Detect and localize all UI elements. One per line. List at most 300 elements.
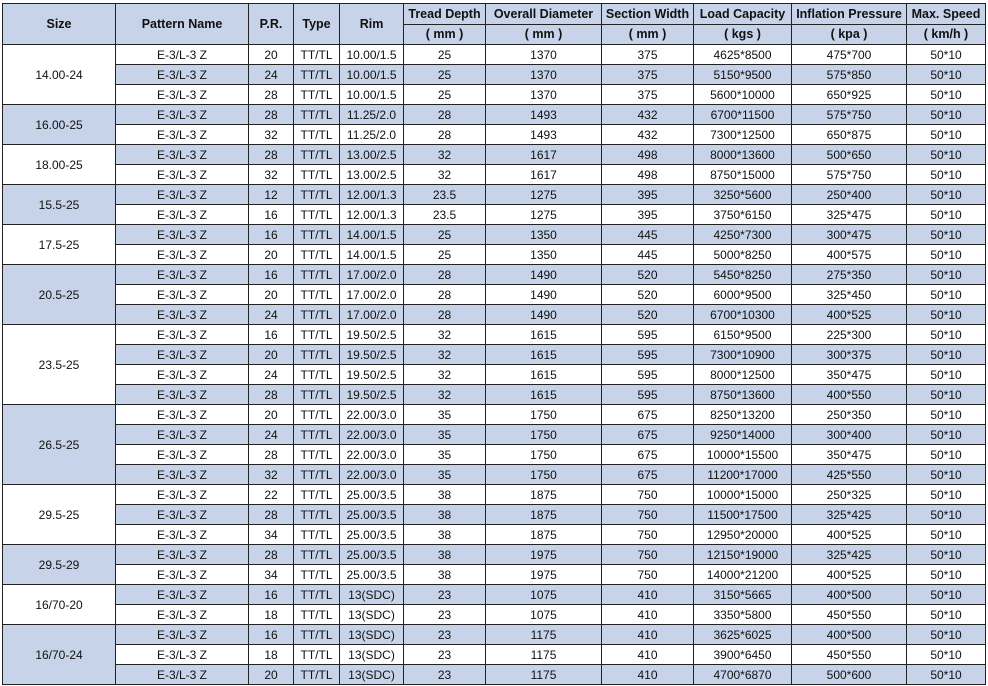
table-row — [3, 325, 986, 345]
table-row — [3, 505, 986, 525]
pattern-name-cell: E-3/L-3 Z — [116, 65, 249, 85]
tread-depth-cell: 23 — [404, 645, 486, 665]
pattern-name-cell: E-3/L-3 Z — [116, 625, 249, 645]
table-header — [3, 4, 986, 45]
section-width-cell: 750 — [602, 565, 694, 585]
load-capacity-cell: 3900*6450 — [694, 645, 792, 665]
tread-depth-cell: 25 — [404, 225, 486, 245]
table-row — [3, 605, 986, 625]
max-speed-cell: 50*10 — [907, 325, 986, 345]
inflation-pressure-cell: 350*475 — [792, 445, 907, 465]
inflation-pressure-cell: 650*875 — [792, 125, 907, 145]
tread-depth-cell: 23.5 — [404, 185, 486, 205]
tread-depth-cell: 38 — [404, 545, 486, 565]
inflation-pressure-cell: 300*375 — [792, 345, 907, 365]
table-row — [3, 585, 986, 605]
inflation-pressure-cell: 650*925 — [792, 85, 907, 105]
type-cell: TT/TL — [294, 665, 340, 685]
pr-cell: 34 — [249, 565, 294, 585]
max-speed-cell: 50*10 — [907, 405, 986, 425]
overall-diameter-cell: 1750 — [486, 425, 602, 445]
table-row — [3, 265, 986, 285]
load-capacity-cell: 3250*5600 — [694, 185, 792, 205]
overall-diameter-cell: 1493 — [486, 125, 602, 145]
max-speed-cell: 50*10 — [907, 45, 986, 65]
overall-diameter-cell: 1875 — [486, 525, 602, 545]
max-speed-cell: 50*10 — [907, 665, 986, 685]
load-capacity-cell: 6150*9500 — [694, 325, 792, 345]
overall-diameter-cell: 1615 — [486, 345, 602, 365]
pattern-name-cell: E-3/L-3 Z — [116, 405, 249, 425]
inflation-pressure-cell: 250*325 — [792, 485, 907, 505]
rim-cell: 13(SDC) — [340, 585, 404, 605]
max-speed-cell: 50*10 — [907, 285, 986, 305]
overall-diameter-cell: 1275 — [486, 185, 602, 205]
type-cell: TT/TL — [294, 305, 340, 325]
pattern-name-cell: E-3/L-3 Z — [116, 545, 249, 565]
overall-diameter-cell: 1750 — [486, 465, 602, 485]
inflation-pressure-cell: 475*700 — [792, 45, 907, 65]
type-cell: TT/TL — [294, 625, 340, 645]
load-capacity-cell: 9250*14000 — [694, 425, 792, 445]
tread-depth-cell: 35 — [404, 425, 486, 445]
type-cell: TT/TL — [294, 45, 340, 65]
max-speed-cell: 50*10 — [907, 185, 986, 205]
tread-depth-cell: 32 — [404, 365, 486, 385]
type-cell: TT/TL — [294, 605, 340, 625]
type-cell: TT/TL — [294, 105, 340, 125]
pattern-name-cell: E-3/L-3 Z — [116, 205, 249, 225]
inflation-pressure-cell: 350*475 — [792, 365, 907, 385]
tread-depth-cell: 28 — [404, 265, 486, 285]
pattern-name-cell: E-3/L-3 Z — [116, 325, 249, 345]
max-speed-cell: 50*10 — [907, 425, 986, 445]
pattern-name-cell: E-3/L-3 Z — [116, 265, 249, 285]
load-capacity-cell: 7300*12500 — [694, 125, 792, 145]
max-speed-cell: 50*10 — [907, 205, 986, 225]
type-cell: TT/TL — [294, 285, 340, 305]
load-capacity-cell: 3150*5665 — [694, 585, 792, 605]
rim-cell: 13(SDC) — [340, 605, 404, 625]
load-capacity-cell: 5150*9500 — [694, 65, 792, 85]
inflation-pressure-cell: 300*475 — [792, 225, 907, 245]
type-cell: TT/TL — [294, 85, 340, 105]
size-cell: 20.5-25 — [3, 265, 116, 325]
tread-depth-cell: 25 — [404, 65, 486, 85]
header-pattern-name: Pattern Name — [116, 4, 249, 45]
section-width-cell: 410 — [602, 665, 694, 685]
pattern-name-cell: E-3/L-3 Z — [116, 505, 249, 525]
rim-cell: 19.50/2.5 — [340, 325, 404, 345]
pattern-name-cell: E-3/L-3 Z — [116, 605, 249, 625]
overall-diameter-cell: 1370 — [486, 65, 602, 85]
type-cell: TT/TL — [294, 145, 340, 165]
pr-cell: 24 — [249, 425, 294, 445]
section-width-cell: 375 — [602, 85, 694, 105]
max-speed-cell: 50*10 — [907, 245, 986, 265]
overall-diameter-cell: 1617 — [486, 145, 602, 165]
rim-cell: 13.00/2.5 — [340, 165, 404, 185]
pr-cell: 28 — [249, 105, 294, 125]
rim-cell: 22.00/3.0 — [340, 445, 404, 465]
pattern-name-cell: E-3/L-3 Z — [116, 305, 249, 325]
section-width-cell: 595 — [602, 385, 694, 405]
rim-cell: 17.00/2.0 — [340, 305, 404, 325]
tread-depth-cell: 28 — [404, 125, 486, 145]
pr-cell: 24 — [249, 65, 294, 85]
max-speed-cell: 50*10 — [907, 505, 986, 525]
section-width-cell: 445 — [602, 245, 694, 265]
load-capacity-cell: 6700*10300 — [694, 305, 792, 325]
section-width-cell: 410 — [602, 645, 694, 665]
size-cell: 16/70-20 — [3, 585, 116, 625]
rim-cell: 25.00/3.5 — [340, 485, 404, 505]
section-width-cell: 750 — [602, 545, 694, 565]
size-cell: 14.00-24 — [3, 45, 116, 105]
unit-tread-depth: ( mm ) — [404, 24, 486, 45]
overall-diameter-cell: 1275 — [486, 205, 602, 225]
overall-diameter-cell: 1975 — [486, 565, 602, 585]
inflation-pressure-cell: 325*475 — [792, 205, 907, 225]
max-speed-cell: 50*10 — [907, 225, 986, 245]
section-width-cell: 375 — [602, 45, 694, 65]
tread-depth-cell: 23 — [404, 585, 486, 605]
inflation-pressure-cell: 325*425 — [792, 505, 907, 525]
rim-cell: 19.50/2.5 — [340, 345, 404, 365]
pattern-name-cell: E-3/L-3 Z — [116, 185, 249, 205]
section-width-cell: 498 — [602, 145, 694, 165]
load-capacity-cell: 10000*15500 — [694, 445, 792, 465]
rim-cell: 10.00/1.5 — [340, 45, 404, 65]
tread-depth-cell: 32 — [404, 385, 486, 405]
section-width-cell: 595 — [602, 365, 694, 385]
pr-cell: 20 — [249, 285, 294, 305]
inflation-pressure-cell: 575*850 — [792, 65, 907, 85]
unit-max-speed: ( km/h ) — [907, 24, 986, 45]
rim-cell: 11.25/2.0 — [340, 105, 404, 125]
pr-cell: 32 — [249, 465, 294, 485]
type-cell: TT/TL — [294, 445, 340, 465]
load-capacity-cell: 4700*6870 — [694, 665, 792, 685]
pr-cell: 12 — [249, 185, 294, 205]
pr-cell: 28 — [249, 385, 294, 405]
pr-cell: 28 — [249, 445, 294, 465]
load-capacity-cell: 11500*17500 — [694, 505, 792, 525]
pr-cell: 16 — [249, 205, 294, 225]
pr-cell: 16 — [249, 265, 294, 285]
tread-depth-cell: 23 — [404, 605, 486, 625]
table-row — [3, 65, 986, 85]
rim-cell: 17.00/2.0 — [340, 285, 404, 305]
table-row — [3, 565, 986, 585]
size-cell: 18.00-25 — [3, 145, 116, 185]
tire-spec-table — [2, 3, 986, 685]
pattern-name-cell: E-3/L-3 Z — [116, 245, 249, 265]
type-cell: TT/TL — [294, 565, 340, 585]
pattern-name-cell: E-3/L-3 Z — [116, 165, 249, 185]
rim-cell: 25.00/3.5 — [340, 545, 404, 565]
inflation-pressure-cell: 400*525 — [792, 305, 907, 325]
pattern-name-cell: E-3/L-3 Z — [116, 345, 249, 365]
rim-cell: 17.00/2.0 — [340, 265, 404, 285]
overall-diameter-cell: 1490 — [486, 305, 602, 325]
pr-cell: 28 — [249, 505, 294, 525]
table-row — [3, 225, 986, 245]
section-width-cell: 520 — [602, 305, 694, 325]
max-speed-cell: 50*10 — [907, 305, 986, 325]
section-width-cell: 520 — [602, 285, 694, 305]
unit-section-width: ( mm ) — [602, 24, 694, 45]
section-width-cell: 395 — [602, 185, 694, 205]
max-speed-cell: 50*10 — [907, 465, 986, 485]
type-cell: TT/TL — [294, 345, 340, 365]
max-speed-cell: 50*10 — [907, 445, 986, 465]
load-capacity-cell: 14000*21200 — [694, 565, 792, 585]
load-capacity-cell: 12150*19000 — [694, 545, 792, 565]
rim-cell: 13.00/2.5 — [340, 145, 404, 165]
inflation-pressure-cell: 225*300 — [792, 325, 907, 345]
max-speed-cell: 50*10 — [907, 345, 986, 365]
rim-cell: 14.00/1.5 — [340, 225, 404, 245]
overall-diameter-cell: 1750 — [486, 445, 602, 465]
table-row — [3, 165, 986, 185]
load-capacity-cell: 4250*7300 — [694, 225, 792, 245]
load-capacity-cell: 11200*17000 — [694, 465, 792, 485]
pr-cell: 28 — [249, 85, 294, 105]
load-capacity-cell: 3750*6150 — [694, 205, 792, 225]
type-cell: TT/TL — [294, 205, 340, 225]
inflation-pressure-cell: 400*500 — [792, 585, 907, 605]
rim-cell: 25.00/3.5 — [340, 505, 404, 525]
table-row — [3, 205, 986, 225]
rim-cell: 11.25/2.0 — [340, 125, 404, 145]
inflation-pressure-cell: 425*550 — [792, 465, 907, 485]
header-overall-diameter: Overall Diameter — [486, 4, 602, 25]
pattern-name-cell: E-3/L-3 Z — [116, 225, 249, 245]
tread-depth-cell: 38 — [404, 485, 486, 505]
table-row — [3, 185, 986, 205]
type-cell: TT/TL — [294, 525, 340, 545]
section-width-cell: 498 — [602, 165, 694, 185]
rim-cell: 22.00/3.0 — [340, 405, 404, 425]
overall-diameter-cell: 1750 — [486, 405, 602, 425]
inflation-pressure-cell: 325*425 — [792, 545, 907, 565]
pr-cell: 28 — [249, 145, 294, 165]
load-capacity-cell: 5000*8250 — [694, 245, 792, 265]
section-width-cell: 520 — [602, 265, 694, 285]
pr-cell: 20 — [249, 45, 294, 65]
rim-cell: 22.00/3.0 — [340, 465, 404, 485]
size-cell: 16.00-25 — [3, 105, 116, 145]
load-capacity-cell: 5450*8250 — [694, 265, 792, 285]
overall-diameter-cell: 1493 — [486, 105, 602, 125]
tread-depth-cell: 32 — [404, 145, 486, 165]
rim-cell: 25.00/3.5 — [340, 565, 404, 585]
table-row — [3, 145, 986, 165]
pr-cell: 20 — [249, 405, 294, 425]
overall-diameter-cell: 1175 — [486, 665, 602, 685]
tread-depth-cell: 35 — [404, 445, 486, 465]
tread-depth-cell: 23 — [404, 665, 486, 685]
size-cell: 15.5-25 — [3, 185, 116, 225]
header-tread-depth: Tread Depth — [404, 4, 486, 25]
tread-depth-cell: 35 — [404, 405, 486, 425]
pattern-name-cell: E-3/L-3 Z — [116, 105, 249, 125]
header-inflation-pressure: Inflation Pressure — [792, 4, 907, 25]
section-width-cell: 595 — [602, 345, 694, 365]
size-cell: 29.5-25 — [3, 485, 116, 545]
table-row — [3, 125, 986, 145]
table-row — [3, 425, 986, 445]
type-cell: TT/TL — [294, 405, 340, 425]
load-capacity-cell: 6000*9500 — [694, 285, 792, 305]
header-rim: Rim — [340, 4, 404, 45]
overall-diameter-cell: 1615 — [486, 325, 602, 345]
rim-cell: 13(SDC) — [340, 665, 404, 685]
pr-cell: 32 — [249, 165, 294, 185]
inflation-pressure-cell: 400*525 — [792, 525, 907, 545]
tread-depth-cell: 28 — [404, 105, 486, 125]
max-speed-cell: 50*10 — [907, 265, 986, 285]
load-capacity-cell: 12950*20000 — [694, 525, 792, 545]
overall-diameter-cell: 1350 — [486, 245, 602, 265]
section-width-cell: 750 — [602, 485, 694, 505]
inflation-pressure-cell: 500*600 — [792, 665, 907, 685]
load-capacity-cell: 7300*10900 — [694, 345, 792, 365]
table-row — [3, 285, 986, 305]
type-cell: TT/TL — [294, 125, 340, 145]
pattern-name-cell: E-3/L-3 Z — [116, 45, 249, 65]
rim-cell: 10.00/1.5 — [340, 85, 404, 105]
max-speed-cell: 50*10 — [907, 645, 986, 665]
section-width-cell: 675 — [602, 445, 694, 465]
overall-diameter-cell: 1975 — [486, 545, 602, 565]
pr-cell: 20 — [249, 665, 294, 685]
type-cell: TT/TL — [294, 325, 340, 345]
table-row — [3, 625, 986, 645]
max-speed-cell: 50*10 — [907, 605, 986, 625]
table-row — [3, 365, 986, 385]
load-capacity-cell: 8750*15000 — [694, 165, 792, 185]
type-cell: TT/TL — [294, 485, 340, 505]
rim-cell: 12.00/1.3 — [340, 205, 404, 225]
rim-cell: 19.50/2.5 — [340, 365, 404, 385]
inflation-pressure-cell: 450*550 — [792, 605, 907, 625]
tread-depth-cell: 32 — [404, 325, 486, 345]
size-cell: 29.5-29 — [3, 545, 116, 585]
pattern-name-cell: E-3/L-3 Z — [116, 645, 249, 665]
max-speed-cell: 50*10 — [907, 565, 986, 585]
load-capacity-cell: 3350*5800 — [694, 605, 792, 625]
section-width-cell: 410 — [602, 605, 694, 625]
type-cell: TT/TL — [294, 645, 340, 665]
tread-depth-cell: 23 — [404, 625, 486, 645]
overall-diameter-cell: 1615 — [486, 385, 602, 405]
inflation-pressure-cell: 400*550 — [792, 385, 907, 405]
pattern-name-cell: E-3/L-3 Z — [116, 385, 249, 405]
max-speed-cell: 50*10 — [907, 105, 986, 125]
tread-depth-cell: 35 — [404, 465, 486, 485]
overall-diameter-cell: 1175 — [486, 625, 602, 645]
pattern-name-cell: E-3/L-3 Z — [116, 85, 249, 105]
section-width-cell: 675 — [602, 425, 694, 445]
table-row — [3, 385, 986, 405]
table-row — [3, 245, 986, 265]
max-speed-cell: 50*10 — [907, 125, 986, 145]
pattern-name-cell: E-3/L-3 Z — [116, 145, 249, 165]
max-speed-cell: 50*10 — [907, 145, 986, 165]
max-speed-cell: 50*10 — [907, 85, 986, 105]
type-cell: TT/TL — [294, 385, 340, 405]
type-cell: TT/TL — [294, 165, 340, 185]
table-body — [3, 45, 986, 685]
inflation-pressure-cell: 275*350 — [792, 265, 907, 285]
overall-diameter-cell: 1075 — [486, 605, 602, 625]
overall-diameter-cell: 1490 — [486, 265, 602, 285]
type-cell: TT/TL — [294, 425, 340, 445]
overall-diameter-cell: 1175 — [486, 645, 602, 665]
overall-diameter-cell: 1617 — [486, 165, 602, 185]
load-capacity-cell: 5600*10000 — [694, 85, 792, 105]
pattern-name-cell: E-3/L-3 Z — [116, 465, 249, 485]
table-row — [3, 305, 986, 325]
inflation-pressure-cell: 575*750 — [792, 165, 907, 185]
pattern-name-cell: E-3/L-3 Z — [116, 285, 249, 305]
table-row — [3, 465, 986, 485]
header-section-width: Section Width — [602, 4, 694, 25]
table-row — [3, 445, 986, 465]
pattern-name-cell: E-3/L-3 Z — [116, 445, 249, 465]
type-cell: TT/TL — [294, 365, 340, 385]
type-cell: TT/TL — [294, 245, 340, 265]
pr-cell: 24 — [249, 305, 294, 325]
type-cell: TT/TL — [294, 225, 340, 245]
pr-cell: 32 — [249, 125, 294, 145]
tread-depth-cell: 28 — [404, 285, 486, 305]
pattern-name-cell: E-3/L-3 Z — [116, 365, 249, 385]
pattern-name-cell: E-3/L-3 Z — [116, 125, 249, 145]
section-width-cell: 432 — [602, 105, 694, 125]
max-speed-cell: 50*10 — [907, 385, 986, 405]
header-load-capacity: Load Capacity — [694, 4, 792, 25]
inflation-pressure-cell: 400*525 — [792, 565, 907, 585]
pr-cell: 20 — [249, 345, 294, 365]
section-width-cell: 750 — [602, 525, 694, 545]
tread-depth-cell: 32 — [404, 165, 486, 185]
max-speed-cell: 50*10 — [907, 545, 986, 565]
pr-cell: 18 — [249, 605, 294, 625]
inflation-pressure-cell: 500*650 — [792, 145, 907, 165]
section-width-cell: 750 — [602, 505, 694, 525]
type-cell: TT/TL — [294, 465, 340, 485]
rim-cell: 13(SDC) — [340, 625, 404, 645]
inflation-pressure-cell: 250*350 — [792, 405, 907, 425]
overall-diameter-cell: 1075 — [486, 585, 602, 605]
type-cell: TT/TL — [294, 65, 340, 85]
max-speed-cell: 50*10 — [907, 625, 986, 645]
load-capacity-cell: 8000*12500 — [694, 365, 792, 385]
rim-cell: 14.00/1.5 — [340, 245, 404, 265]
tread-depth-cell: 38 — [404, 565, 486, 585]
pr-cell: 20 — [249, 245, 294, 265]
overall-diameter-cell: 1370 — [486, 85, 602, 105]
overall-diameter-cell: 1615 — [486, 365, 602, 385]
section-width-cell: 445 — [602, 225, 694, 245]
overall-diameter-cell: 1350 — [486, 225, 602, 245]
max-speed-cell: 50*10 — [907, 165, 986, 185]
type-cell: TT/TL — [294, 185, 340, 205]
tread-depth-cell: 32 — [404, 345, 486, 365]
